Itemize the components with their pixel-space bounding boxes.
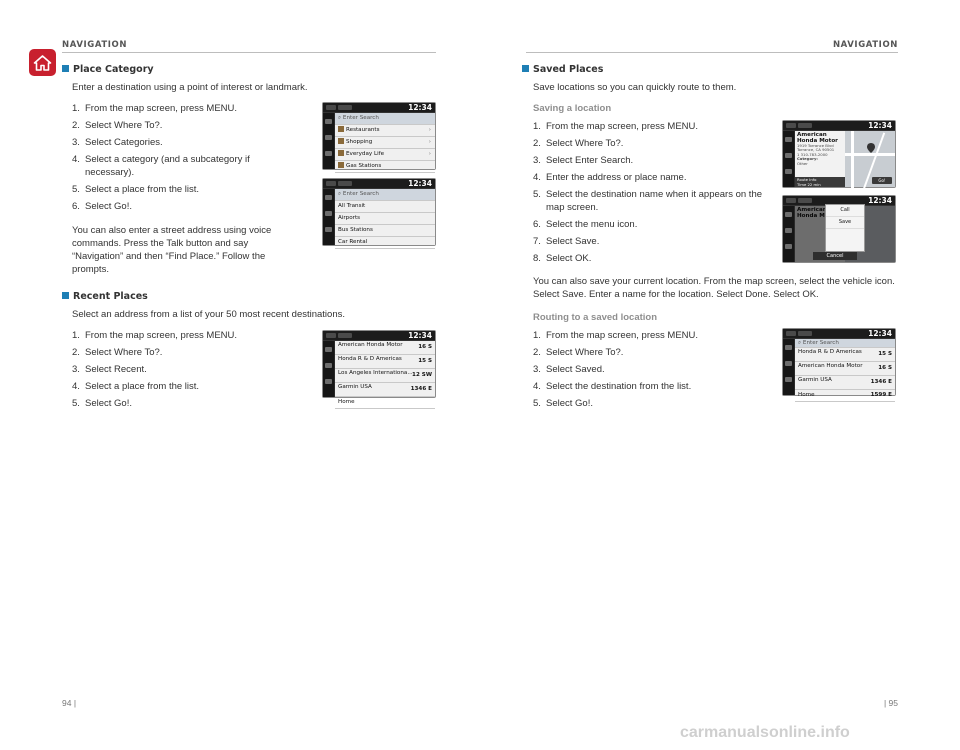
screen-status-bar — [323, 179, 435, 189]
clock: 12:34 — [408, 103, 432, 112]
step: 5. Select the destination name when it appears on the map screen. — [533, 189, 763, 213]
step: 2. Select Where To?. — [72, 347, 163, 358]
step: 3. Select Saved. — [533, 364, 605, 375]
route-info: Route Info Time 22 min — [795, 177, 847, 187]
page-number: 94 | — [62, 698, 77, 708]
step: 3. Select Categories. — [72, 137, 163, 148]
step: 4. Select a place from the list. — [72, 381, 200, 392]
call-option[interactable]: Call — [826, 205, 864, 217]
list-item[interactable]: Los Angeles Internationa... 12 SW — [335, 369, 435, 383]
list-item[interactable]: Home — [335, 397, 435, 409]
screen-side-buttons — [323, 341, 335, 397]
step: 3. Select Enter Search. — [533, 155, 634, 166]
place-name: American Honda Motor — [797, 132, 838, 144]
category-value: Other — [797, 160, 808, 166]
list-item[interactable]: All Transit — [335, 201, 435, 213]
screen-side-buttons — [323, 113, 335, 169]
running-head: NAVIGATION — [62, 40, 128, 50]
search-bar[interactable]: ⌕ Enter Search — [335, 189, 435, 201]
search-icon: ⌕ — [338, 115, 342, 121]
recent-screen — [322, 330, 436, 405]
saved-list — [795, 339, 895, 398]
step: 1. From the map screen, press MENU. — [72, 103, 238, 114]
section-marker-icon — [522, 65, 529, 72]
save-current-location-note: You can also save your current location. From the map screen, select the vehicle icon. Select Save. Enter a name for the location. Select Done. Select OK. — [533, 276, 895, 300]
step: 5. Select a place from the list. — [72, 184, 200, 195]
list-item[interactable]: Home 1599 E — [795, 390, 895, 402]
search-icon: ⌕ — [338, 191, 342, 197]
clock: 12:34 — [868, 196, 892, 205]
voice-note: You can also enter a street address using voice commands. Press the Talk button and say “Navigation” and then “Find Place.” Follow the prompts. — [72, 225, 272, 275]
clock: 12:34 — [868, 121, 892, 130]
map-pin-icon — [867, 143, 875, 153]
cancel-button[interactable]: Cancel — [813, 252, 857, 260]
step: 3. Select Recent. — [72, 364, 147, 375]
list-item[interactable]: Garmin USA 1346 E — [795, 376, 895, 390]
list-item[interactable]: Garmin USA 1346 E — [335, 383, 435, 397]
home-badge[interactable] — [29, 49, 56, 76]
section-marker-icon — [62, 292, 69, 299]
screen-status-bar — [323, 331, 435, 341]
search-bar[interactable]: ⌕ Enter Search — [335, 113, 435, 125]
search-icon: ⌕ — [798, 340, 802, 346]
screen-side-buttons — [783, 339, 795, 395]
step: 1. From the map screen, press MENU. — [72, 330, 238, 341]
recent-places-heading: Recent Places — [62, 291, 148, 302]
step: 2. Select Where To?. — [72, 120, 163, 131]
place-phone: 1 310-783-2000 — [797, 151, 828, 157]
recent-places-intro: Select an address from a list of your 50 most recent destinations. — [72, 309, 345, 320]
subcategories-screen — [322, 178, 436, 246]
map-view[interactable] — [845, 131, 895, 187]
category-label: Category: — [797, 156, 818, 162]
step: 4. Select the destination from the list. — [533, 381, 692, 392]
go-button[interactable]: Go! — [872, 177, 892, 184]
saved-list-screen — [782, 328, 896, 396]
place-category-steps — [72, 102, 282, 217]
category-list — [335, 113, 435, 169]
step: 5. Select Go!. — [533, 398, 593, 409]
step: 2. Select Where To?. — [533, 347, 624, 358]
list-item[interactable]: Honda R & D Americas 15 S — [795, 348, 895, 362]
screen-side-buttons — [323, 189, 335, 245]
list-item[interactable]: American Honda Motor 16 S — [335, 341, 435, 355]
routing-saved-steps — [533, 329, 763, 414]
step: 5. Select Go!. — [72, 398, 132, 409]
step: 7. Select Save. — [533, 236, 600, 247]
header-rule — [62, 52, 436, 53]
place-info-panel — [795, 131, 847, 187]
options-menu — [825, 204, 865, 252]
routing-saved-subheading: Routing to a saved location — [533, 312, 658, 323]
place-address: 1919 Torrance Blvd Torrance, CA 90501 — [797, 143, 835, 153]
list-item[interactable]: American Honda Motor 16 S — [795, 362, 895, 376]
page-number: | 95 — [883, 698, 898, 708]
categories-screen — [322, 102, 436, 170]
section-marker-icon — [62, 65, 69, 72]
clock: 12:34 — [408, 331, 432, 340]
list-item[interactable]: Gas Stations — [335, 161, 435, 173]
save-option[interactable]: Save — [826, 217, 864, 229]
place-category-heading: Place Category — [62, 64, 154, 75]
screen-side-buttons — [783, 131, 795, 187]
step: 1. From the map screen, press MENU. — [533, 121, 699, 132]
save-menu-screen — [782, 195, 896, 263]
right-page — [480, 0, 960, 750]
screen-status-bar — [323, 103, 435, 113]
home-icon — [33, 54, 52, 72]
step: 4. Enter the address or place name. — [533, 172, 687, 183]
step: 6. Select the menu icon. — [533, 219, 638, 230]
list-item[interactable]: Airports — [335, 213, 435, 225]
list-item[interactable]: Honda R & D Americas 15 S — [335, 355, 435, 369]
saving-location-subheading: Saving a location — [533, 103, 612, 114]
place-detail-screen — [782, 120, 896, 188]
clock: 12:34 — [868, 329, 892, 338]
step: 4. Select a category (and a subcategory if necessary). — [72, 154, 250, 178]
header-rule — [526, 52, 898, 53]
step: 8. Select OK. — [533, 253, 592, 264]
subcategory-list — [335, 189, 435, 245]
recent-list — [335, 341, 435, 405]
step: 6. Select Go!. — [72, 201, 132, 212]
list-item[interactable]: Bus Stations — [335, 225, 435, 237]
saving-location-steps — [533, 120, 763, 269]
list-item[interactable]: Car Rental — [335, 237, 435, 249]
step: 1. From the map screen, press MENU. — [533, 330, 699, 341]
screen-status-bar — [783, 121, 895, 131]
screen-status-bar — [783, 329, 895, 339]
list-item[interactable]: Everyday Life › — [335, 149, 435, 161]
list-item[interactable]: Shopping › — [335, 137, 435, 149]
place-category-intro: Enter a destination using a point of interest or landmark. — [72, 82, 308, 93]
list-item[interactable]: Restaurants › — [335, 125, 435, 137]
recent-places-steps — [72, 329, 282, 414]
clock: 12:34 — [408, 179, 432, 188]
watermark: carmanualsonline.info — [680, 724, 850, 741]
step: 2. Select Where To?. — [533, 138, 624, 149]
saved-places-heading: Saved Places — [522, 64, 603, 75]
saved-places-intro: Save locations so you can quickly route to them. — [533, 82, 737, 93]
search-bar[interactable]: ⌕ Enter Search — [795, 339, 895, 348]
running-head: NAVIGATION — [832, 40, 898, 50]
screen-side-buttons — [783, 206, 795, 262]
